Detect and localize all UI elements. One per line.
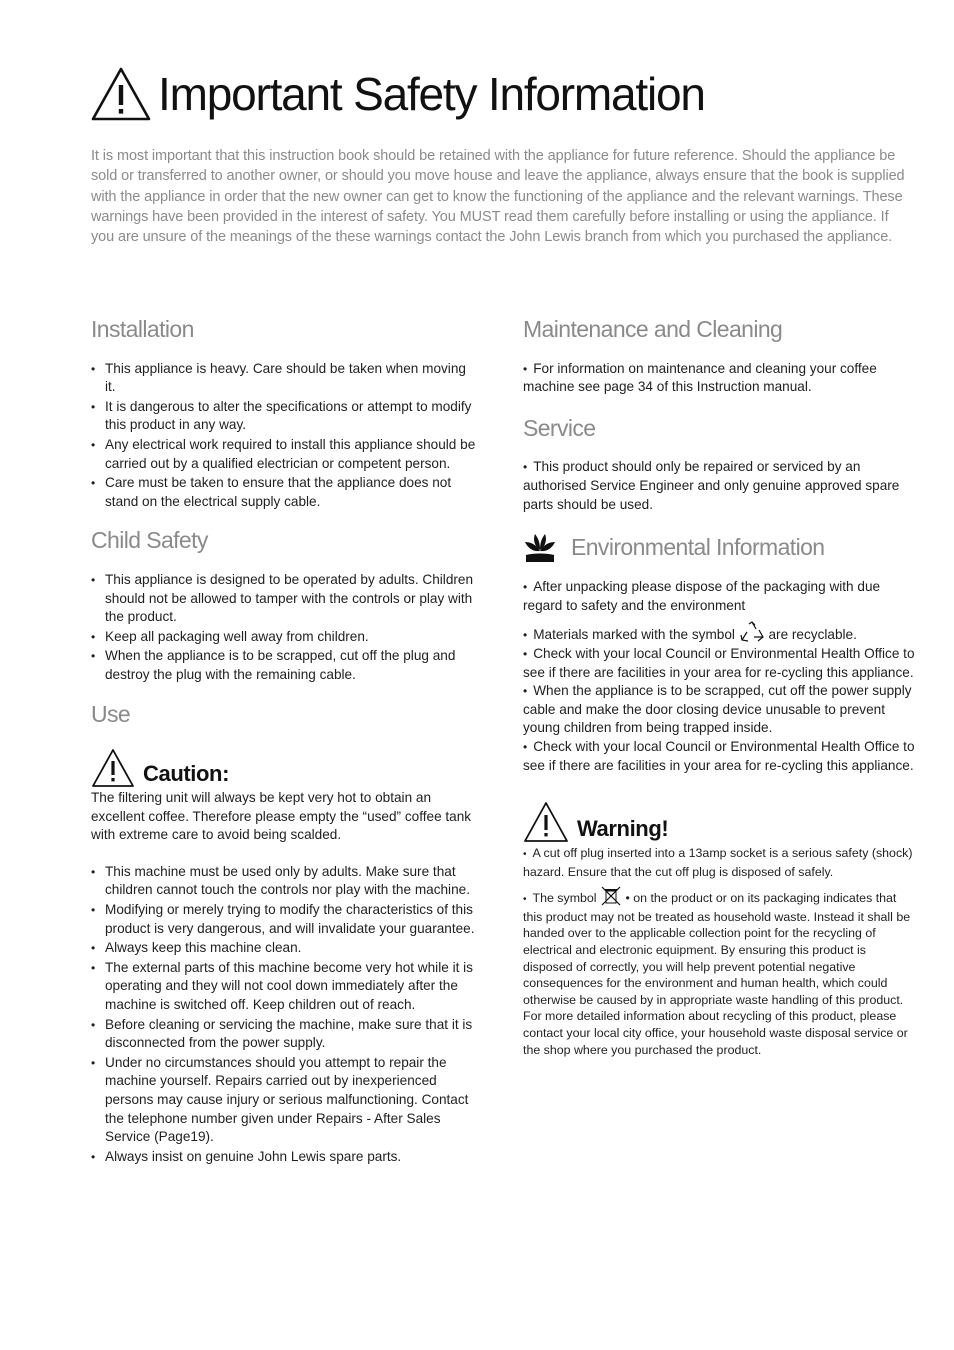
environmental-heading: Environmental Information: [571, 534, 825, 561]
env-paragraph: [523, 645, 915, 682]
warning-text: • on the product or on its packaging indicates that this product may not be treated as household waste. Instead it shall be handed over to the applicable collection point for the recycling of electrical and electronic equipment. By ensuring this product is disposed of correctly, you will help prevent potential negative consequences for the environment and human health, which could otherwise be caused by in appropriate waste handling of this product. For more detailed information about recycling of this product, please contact your local city office, your household waste disposal service or the shop where you purchased the product.: [523, 891, 911, 1057]
warning-text: The symbol: [532, 891, 597, 906]
list-item: • When the appliance is to be scrapped, cut off the plug and destroy the plug with the remaining cable.: [91, 647, 476, 684]
warning-triangle-icon: [523, 801, 569, 843]
page-title: [90, 66, 705, 122]
bullet-icon: •: [523, 894, 527, 906]
bullet-icon: •: [523, 460, 528, 475]
caution-text: The filtering unit will always be kept very hot to obtain an excellent coffee. Therefore please empty the “used” coffee tank with extreme care to avoid being scalded.: [91, 790, 472, 843]
bullet-icon: •: [523, 646, 528, 661]
caution-label: Caution:: [143, 761, 230, 787]
warning-paragraph: [523, 886, 915, 1058]
env-text: After unpacking please dispose of the packaging with due regard to safety and the environment: [523, 579, 881, 613]
list-item: • Keep all packaging well away from children.: [91, 628, 476, 647]
right-column: [523, 316, 915, 1058]
page-heading: Important Safety Information: [158, 68, 705, 120]
env-paragraph: [523, 621, 915, 645]
left-column: [91, 316, 476, 1167]
use-heading: Use: [91, 700, 131, 727]
warning-header: [523, 801, 915, 843]
list-item: • It is dangerous to alter the specifications or attempt to modify this product in any way.: [91, 398, 476, 435]
recycle-icon: [739, 621, 765, 643]
env-text: Materials marked with the symbol: [533, 627, 735, 643]
caution-header: [91, 748, 476, 788]
bullet-icon: •: [523, 739, 528, 754]
env-text: are recyclable.: [768, 627, 857, 643]
service-text: [523, 458, 915, 514]
list-item: • This machine must be used only by adults. Make sure that children cannot touch the controls nor play with the machine.: [91, 863, 476, 900]
list-item: • This appliance is heavy. Care should be taken when moving it.: [91, 360, 476, 397]
list-item: • Under no circumstances should you attempt to repair the machine yourself. Repairs carried out by inexperienced persons may cause injury or serious malfunctioning. Contact the telephone number given under Repairs - After Sales Service (Page19).: [91, 1054, 476, 1147]
maintenance-text: [523, 360, 915, 397]
warning-label: Warning!: [577, 816, 669, 842]
child-safety-heading: Child Safety: [91, 527, 208, 554]
list-item: • Always insist on genuine John Lewis spare parts.: [91, 1148, 476, 1167]
caution-triangle-icon: [91, 748, 135, 788]
child-safety-list: [91, 571, 476, 685]
list-item: • Care must be taken to ensure that the appliance does not stand on the electrical supply cable.: [91, 474, 476, 511]
intro-paragraph: It is most important that this instruction book should be retained with the appliance for future reference. Should the appliance be sold or transferred to another owner, or should you move house and leave the appliance, always ensure that the book is supplied with the appliance in order that the new owner can get to know the functioning of the appliance and the relevant warnings. These warnings have been provided in the interest of safety. You MUST read them carefully before installing or using the appliance. If you are unsure of the meanings of the these warnings contact the John Lewis branch from which you purchased the appliance.: [91, 148, 905, 246]
env-paragraph: [523, 682, 915, 738]
env-paragraph: [523, 738, 915, 775]
installation-list: [91, 360, 476, 512]
list-item: • The external parts of this machine become very hot while it is operating and they will not cool down immediately after the machine is switched off. Keep children out of reach.: [91, 959, 476, 1015]
list-item: • Before cleaning or servicing the machine, make sure that it is disconnected from the power supply.: [91, 1016, 476, 1053]
flower-icon: [523, 532, 557, 564]
maintenance-text-content: For information on maintenance and cleaning your coffee machine see page 34 of this Instruction manual.: [523, 360, 877, 395]
list-item: • Modifying or merely trying to modify the characteristics of this product is very dangerous, and will invalidate your guarantee.: [91, 901, 476, 938]
list-item: • Always keep this machine clean.: [91, 939, 476, 958]
environmental-header: [523, 532, 915, 564]
maintenance-heading: Maintenance and Cleaning: [523, 316, 783, 342]
env-paragraph: [523, 578, 915, 615]
bullet-icon: •: [523, 684, 528, 699]
crossed-bin-icon: [600, 886, 622, 906]
list-item: • This appliance is designed to be operated by adults. Children should not be allowed to tamper with the controls or play with the product.: [91, 571, 476, 627]
warning-triangle-icon: [90, 66, 152, 122]
warning-text: A cut off plug inserted into a 13amp socket is a serious safety (shock) hazard. Ensure that the cut off plug is disposed of safely.: [523, 846, 913, 879]
env-text: Check with your local Council or Environmental Health Office to see if there are facilities in your area for re-cycling this appliance.: [523, 738, 915, 773]
env-text: Check with your local Council or Environmental Health Office to see if there are facilities in your area for re-cycling this appliance.: [523, 645, 915, 680]
installation-heading: Installation: [91, 316, 194, 342]
bullet-icon: •: [523, 361, 528, 376]
use-list: [91, 863, 476, 1167]
service-text-content: This product should only be repaired or serviced by an authorised Service Engineer and only genuine approved spare parts should be used.: [523, 459, 900, 512]
list-item: • Any electrical work required to install this appliance should be carried out by a qualified electrician or competent person.: [91, 436, 476, 473]
bullet-icon: •: [523, 849, 527, 861]
bullet-icon: •: [523, 580, 528, 595]
service-heading: Service: [523, 414, 596, 441]
bullet-icon: •: [523, 628, 528, 643]
warning-paragraph: [523, 845, 915, 880]
env-text: When the appliance is to be scrapped, cut off the power supply cable and make the door closing device unusable to prevent young children from being trapped inside.: [523, 683, 912, 736]
